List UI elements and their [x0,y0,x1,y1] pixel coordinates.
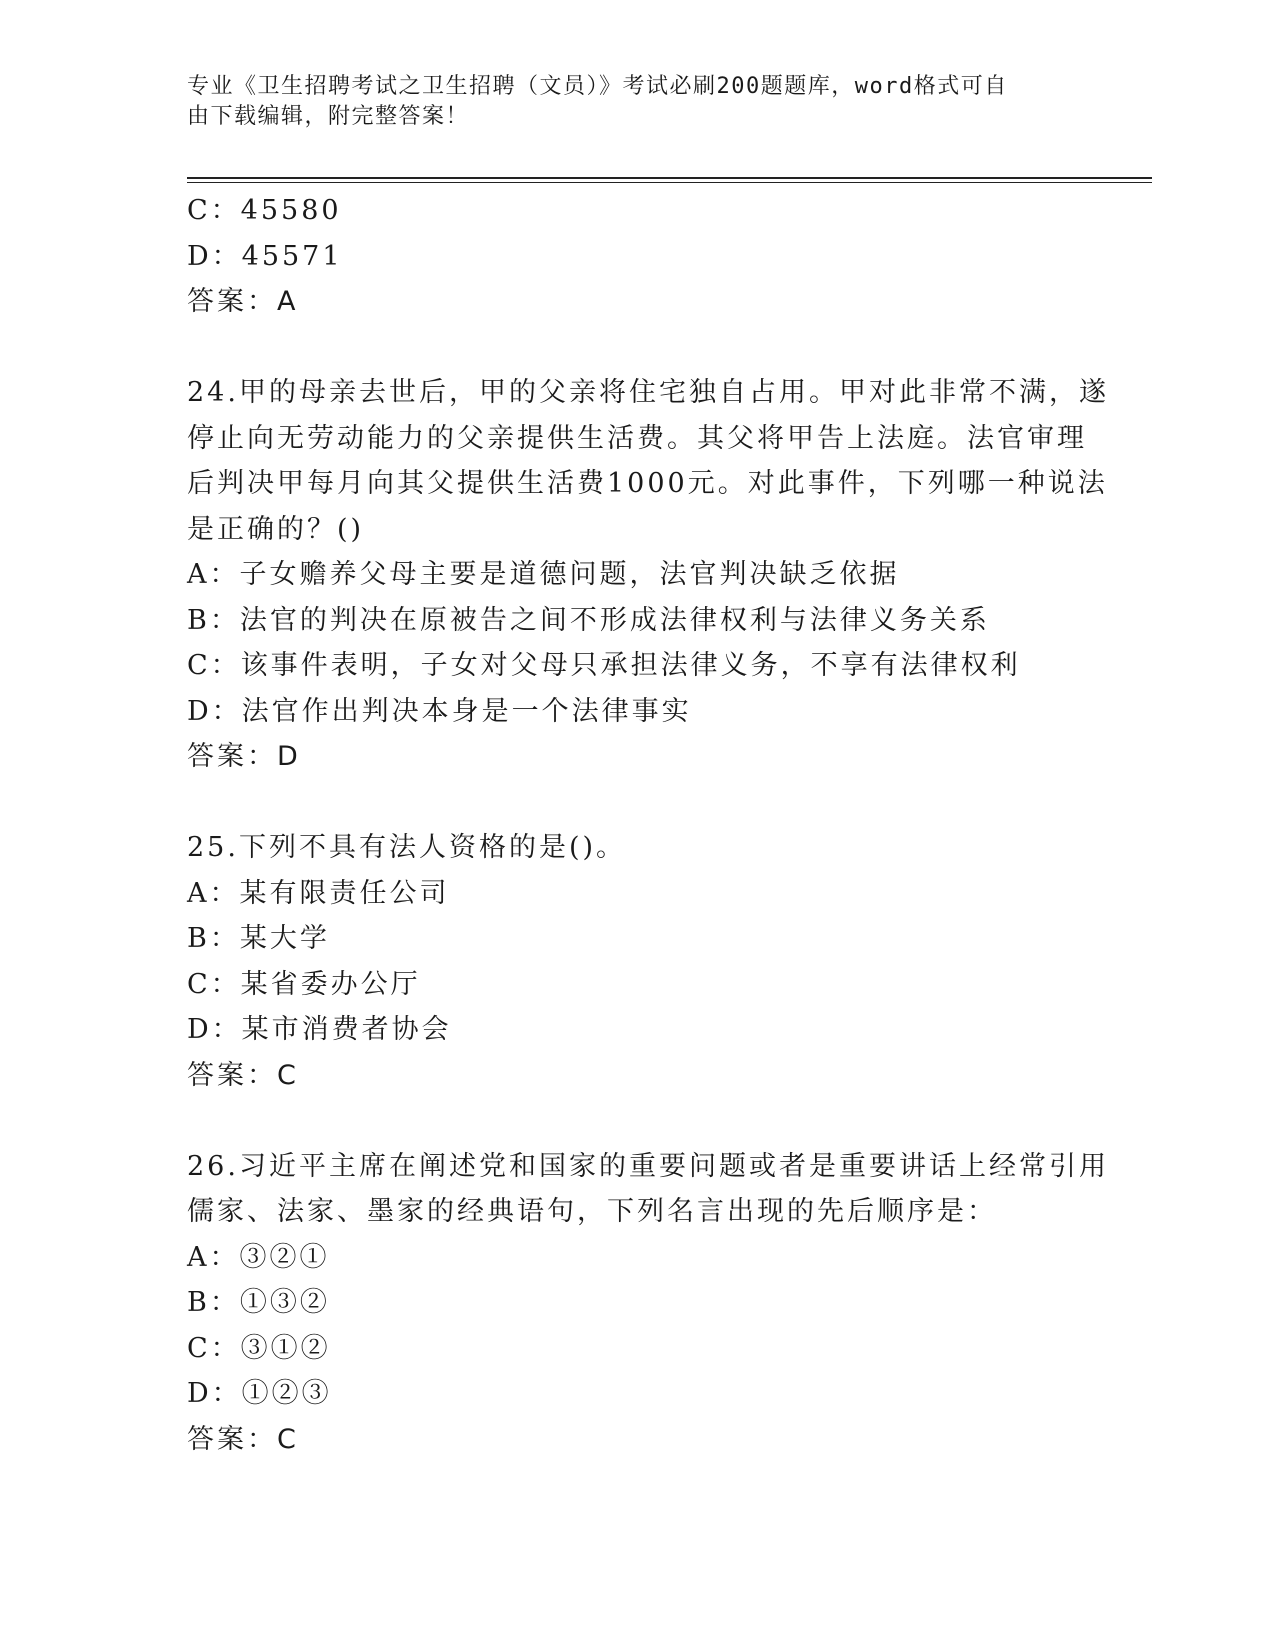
option-a: A：子女赡养父母主要是道德问题，法官判决缺乏依据 [187,559,900,590]
question-stem-line: 25.下列不具有法人资格的是()。 [187,832,627,863]
option-d: D：法官作出判决本身是一个法律事实 [187,695,692,727]
option-c: C：③①② [187,1332,331,1364]
option-d: D：某市消费者协会 [187,1014,452,1045]
option-d: D：①②③ [187,1378,332,1409]
spacer [187,1098,1087,1144]
answer-line: 答案：D [187,741,301,772]
question-stem-line: 26.习近平主席在阐述党和国家的重要问题或者是重要讲话上经常引用 [187,1150,1109,1182]
header-rule-thick [187,177,1152,179]
header-title-line-2: 由下载编辑，附完整答案！ [187,104,470,129]
option-b: B：某大学 [187,923,330,954]
question-block-prev [187,188,1087,325]
question-list [187,188,1109,1462]
spacer [187,780,1087,826]
page-header [187,72,1067,132]
option-b: B：法官的判决在原被告之间不形成法律权利与法律义务关系 [187,604,990,636]
question-stem-line: 是正确的？() [187,513,365,545]
option-c: C：45580 [187,195,342,226]
option-a: A：③②① [187,1241,330,1273]
header-rule-thin [187,182,1152,183]
question-block-26 [187,1144,1109,1463]
option-c: C：该事件表明，子女对父母只承担法律义务，不享有法律权利 [187,650,1021,681]
question-stem-line: 儒家、法家、墨家的经典语句，下列名言出现的先后顺序是： [187,1196,997,1227]
option-c: C：某省委办公厅 [187,968,421,1000]
option-a: A：某有限责任公司 [187,877,450,909]
question-stem-line: 24.甲的母亲去世后，甲的父亲将住宅独自占用。甲对此非常不满，遂 [187,377,1109,408]
question-block-25 [187,825,1087,1098]
question-block-24 [187,370,1109,780]
answer-line: 答案：C [187,1423,299,1455]
answer-line: 答案：C [187,1059,299,1091]
question-stem-line: 停止向无劳动能力的父亲提供生活费。其父将甲告上法庭。法官审理 [187,422,1087,454]
header-title-line-1: 专业《卫生招聘考试之卫生招聘（文员）》考试必刷200题题库，word格式可自 [187,74,1008,99]
answer-line: 答案：A [187,286,299,317]
question-stem-line: 后判决甲每月向其父提供生活费1000元。对此事件，下列哪一种说法 [187,468,1108,499]
option-d: D：45571 [187,240,343,272]
option-b: B：①③② [187,1287,330,1318]
spacer [187,325,1087,371]
